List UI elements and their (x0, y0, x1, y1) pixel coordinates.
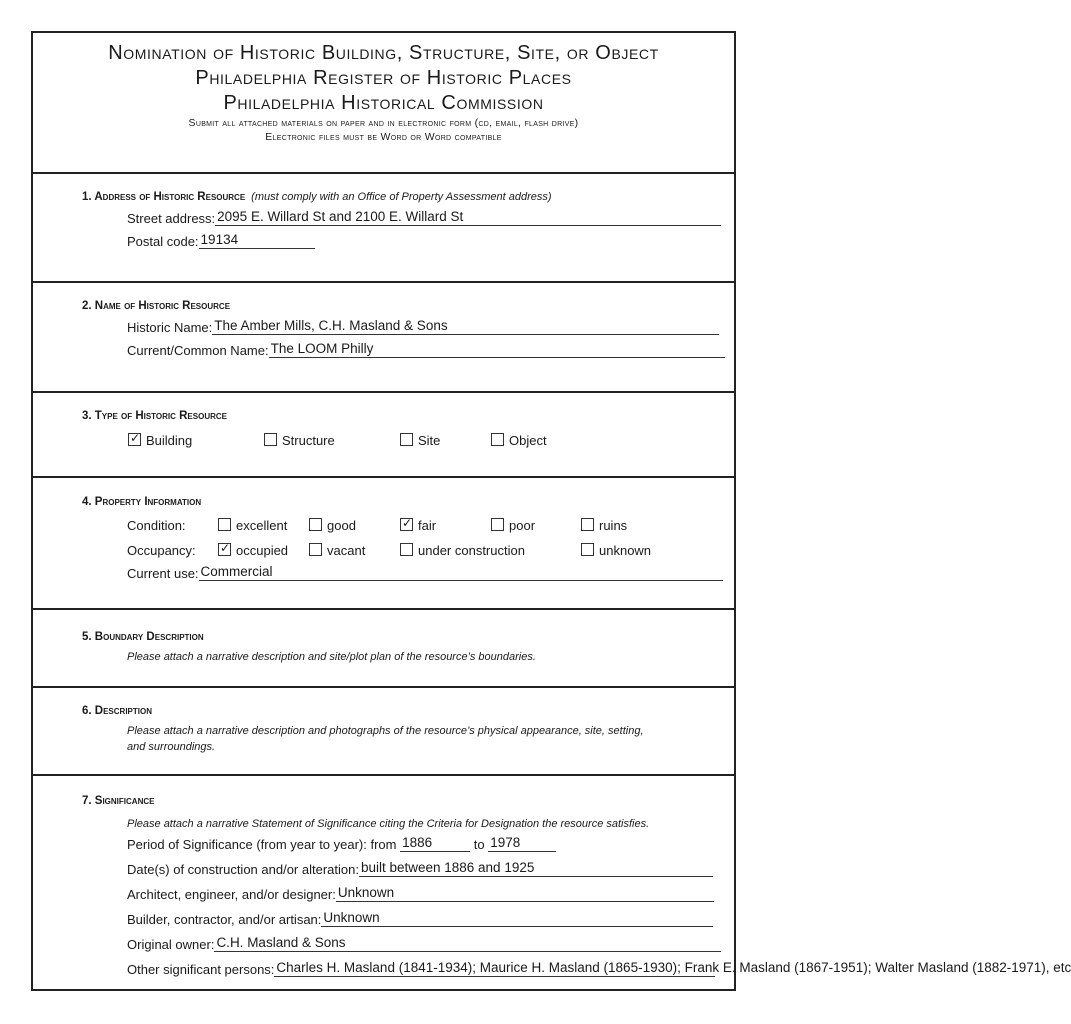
field-label: Other significant persons: (127, 962, 275, 977)
section-title: 7. Significance (82, 795, 155, 807)
field-label: Architect, engineer, and/or designer: (127, 887, 336, 902)
section-title: 2. Name of Historic Resource (82, 300, 231, 312)
street-address-row (127, 210, 721, 226)
period-from-field[interactable] (400, 836, 470, 852)
field-label: Postal code: (127, 234, 199, 249)
checkbox-vacant[interactable] (309, 543, 365, 558)
description-instructions-2: and surroundings. (127, 741, 216, 753)
form-title: Nomination of Historic Building, Structure, Site, or Object (108, 42, 659, 64)
field-value: Unknown (337, 885, 395, 900)
field-label: Original owner: (127, 937, 215, 952)
checkbox-label: vacant (327, 543, 366, 558)
nomination-form (31, 31, 1071, 991)
period-to-field[interactable] (488, 836, 556, 852)
checkbox-box (491, 518, 504, 531)
checkbox-box (218, 518, 231, 531)
checkbox-label: fair (418, 518, 437, 533)
builder-field[interactable] (321, 911, 713, 927)
checkbox-excellent[interactable] (218, 518, 287, 533)
checkbox-box (491, 433, 504, 446)
section-name (33, 283, 734, 393)
builder-row (127, 911, 713, 927)
checkbox-structure[interactable] (264, 433, 335, 448)
checkbox-building[interactable] (128, 433, 192, 448)
checkbox-site[interactable] (400, 433, 440, 448)
file-instructions: Electronic files must be Word or Word compatible (265, 131, 502, 143)
checkbox-box (264, 433, 277, 446)
field-value: C.H. Masland & Sons (216, 935, 346, 950)
register-title: Philadelphia Register of Historic Places (195, 67, 572, 89)
postal-code-row (127, 233, 315, 249)
submit-instructions: Submit all attached materials on paper and in electronic form (cd, email, flash drive) (188, 117, 579, 129)
period-row (127, 836, 556, 852)
checkbox-box (128, 433, 141, 446)
form-header (33, 33, 734, 174)
field-value: built between 1886 and 1925 (360, 860, 535, 875)
checkbox-box (309, 543, 322, 556)
check-mark-icon: ✓ (402, 516, 413, 530)
field-value: 19134 (200, 232, 239, 247)
section-significance (33, 776, 1071, 991)
field-value: Commercial (200, 564, 273, 579)
checkbox-object[interactable] (491, 433, 547, 448)
field-value: Unknown (323, 910, 380, 925)
checkbox-label: excellent (236, 518, 288, 533)
owner-row (127, 936, 721, 952)
field-label: Date(s) of construction and/or alteration: (127, 862, 359, 877)
field-label: Current use: (127, 566, 199, 581)
section-title: 3. Type of Historic Resource (82, 410, 227, 422)
section-title: 4. Property Information (82, 496, 202, 508)
checkbox-poor[interactable] (491, 518, 535, 533)
commission-title: Philadelphia Historical Commission (223, 92, 544, 114)
checkbox-fair[interactable] (400, 518, 436, 533)
check-mark-icon: ✓ (220, 541, 231, 555)
street-address-field[interactable] (215, 210, 721, 226)
significance-instructions: Please attach a narrative Statement of Significance citing the Criteria for Designation the resource satisfies. (127, 818, 650, 830)
checkbox-occupied[interactable] (218, 543, 288, 558)
common-name-field[interactable] (269, 342, 725, 358)
field-value: 2095 E. Willard St and 2100 E. Willard St (217, 209, 464, 224)
checkbox-label: poor (509, 518, 536, 533)
section-type (33, 393, 734, 478)
checkbox-label: Object (509, 433, 547, 448)
checkbox-label: unknown (599, 543, 652, 558)
dates-field[interactable] (359, 861, 713, 877)
checkbox-label: Structure (282, 433, 335, 448)
checkbox-box (400, 433, 413, 446)
common-name-row (127, 342, 725, 358)
field-value: The LOOM Philly (270, 341, 374, 356)
field-value: 1886 (402, 835, 433, 850)
historic-name-row (127, 319, 719, 335)
section-address (33, 172, 734, 283)
owner-field[interactable] (214, 936, 721, 952)
checkbox-unknown[interactable] (581, 543, 651, 558)
section-title: 6. Description (82, 705, 152, 717)
current-use-field[interactable] (199, 565, 723, 581)
persons-field[interactable] (274, 960, 1071, 977)
section-title: 5. Boundary Description (82, 631, 204, 643)
field-label: Historic Name: (127, 320, 213, 335)
checkbox-label: good (327, 518, 356, 533)
checkbox-ruins[interactable] (581, 518, 627, 533)
field-label: to (473, 837, 485, 852)
persons-row (127, 960, 1071, 977)
checkbox-label: under construction (418, 543, 525, 558)
field-label: Street address: (127, 211, 216, 226)
field-label: Current/Common Name: (127, 343, 269, 358)
description-instructions-1: Please attach a narrative description and photographs of the resource’s physical appearance, site, setting, (127, 725, 644, 737)
field-value: The Amber Mills, C.H. Masland & Sons (214, 318, 448, 333)
occupancy-label: Occupancy: (127, 543, 196, 558)
section-boundary (33, 610, 734, 688)
checkbox-good[interactable] (309, 518, 356, 533)
checkbox-box (400, 518, 413, 531)
checkbox-label: Site (418, 433, 441, 448)
checkbox-under-construction[interactable] (400, 543, 525, 558)
architect-row (127, 886, 714, 902)
checkbox-box (581, 543, 594, 556)
condition-label: Condition: (127, 518, 186, 533)
section-property (33, 478, 734, 610)
dates-row (127, 861, 713, 877)
address-note: (must comply with an Office of Property Assessment address) (251, 191, 552, 203)
historic-name-field[interactable] (212, 319, 719, 335)
checkbox-box (581, 518, 594, 531)
check-mark-icon: ✓ (130, 431, 141, 445)
section-title: 1. Address of Historic Resource (must comply with an Office of Property Assessment address) (82, 191, 552, 203)
current-use-row (127, 565, 723, 581)
field-value: Charles H. Masland (1841-1934); Maurice H. Masland (1865-1930); Frank E. Masland (1867-1951); Walter Masland (1882-1971), etc (276, 960, 1071, 975)
checkbox-label: ruins (599, 518, 628, 533)
section-description (33, 688, 734, 776)
checkbox-box (400, 543, 413, 556)
field-label: Period of Significance (from year to year): from (127, 837, 397, 852)
architect-field[interactable] (336, 886, 714, 902)
field-label: Builder, contractor, and/or artisan: (127, 912, 322, 927)
postal-code-field[interactable] (199, 233, 315, 249)
boundary-instructions: Please attach a narrative description and site/plot plan of the resource’s boundaries. (127, 651, 536, 663)
field-value: 1978 (490, 835, 521, 850)
checkbox-label: Building (146, 433, 193, 448)
checkbox-box (218, 543, 231, 556)
checkbox-label: occupied (236, 543, 289, 558)
checkbox-box (309, 518, 322, 531)
